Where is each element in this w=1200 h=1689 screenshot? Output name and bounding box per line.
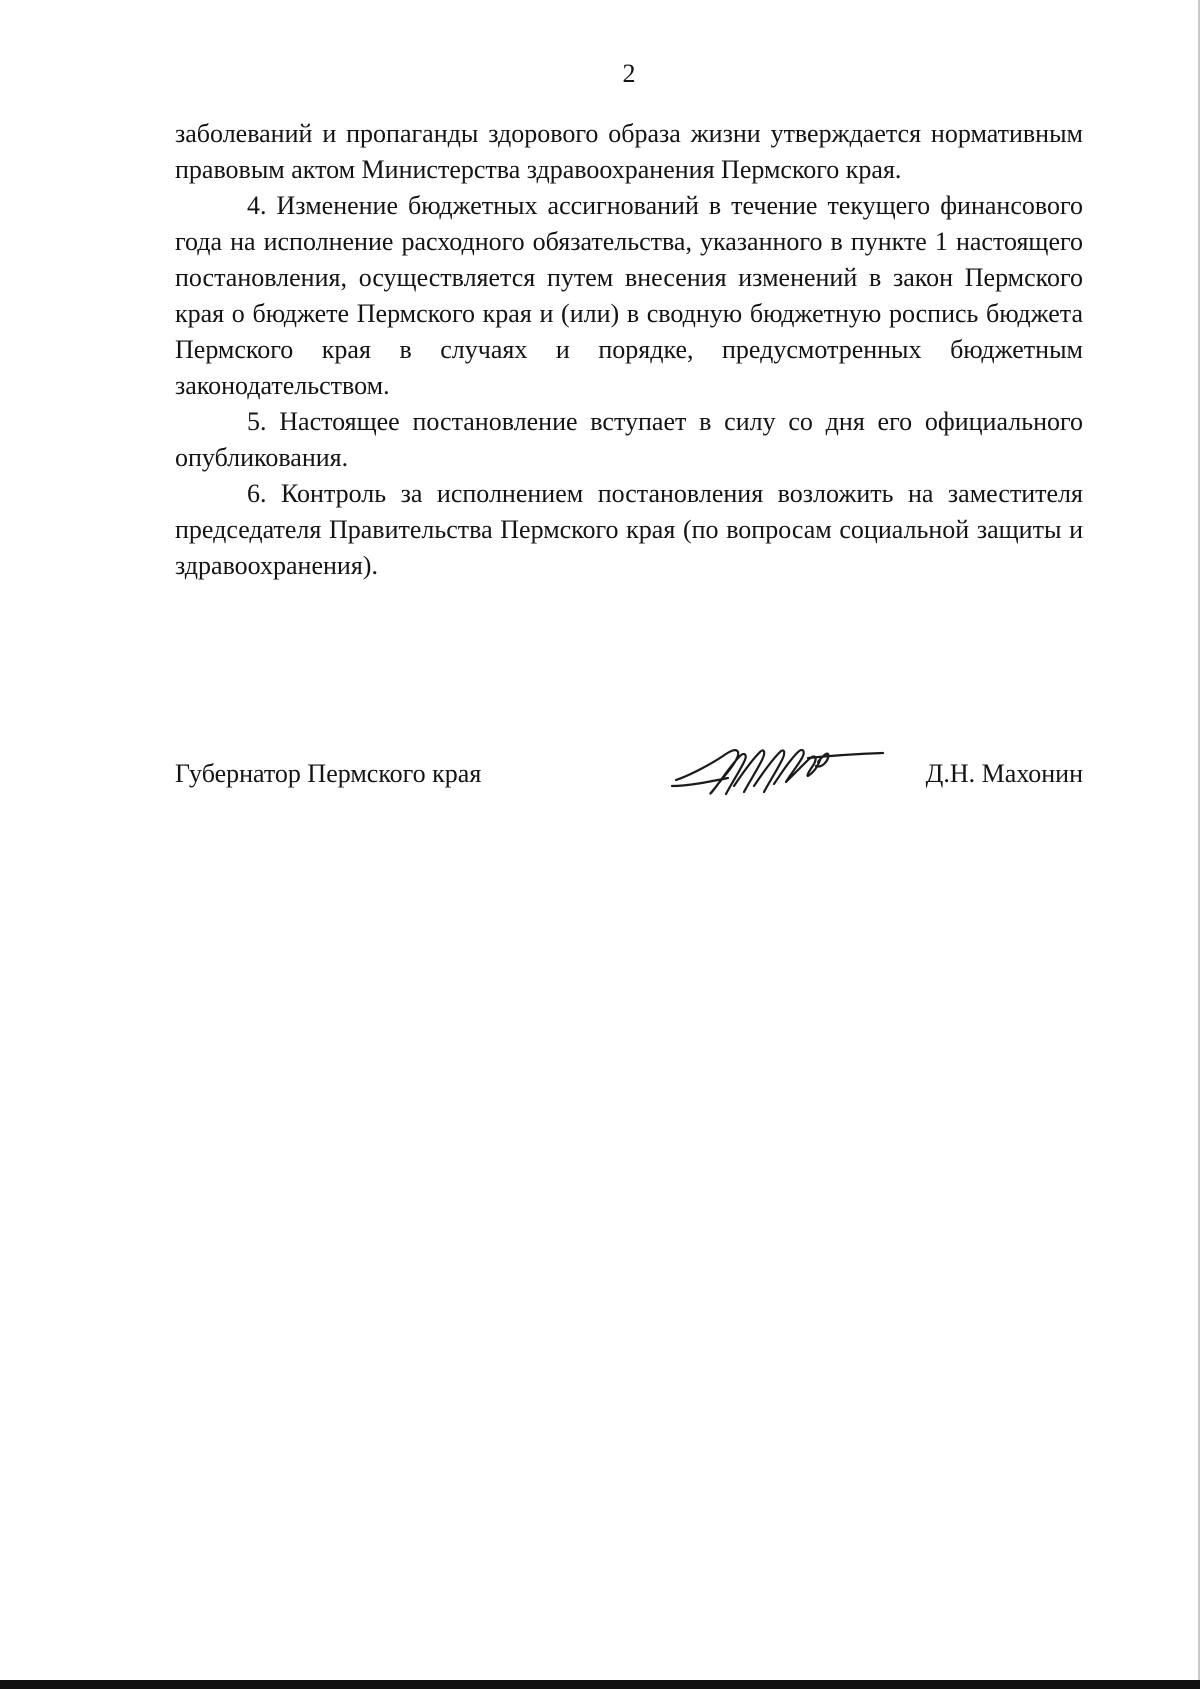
paragraph-item-6: 6. Контроль за исполнением постановления возложить на заместителя председателя Правительства Пермского края (по вопросам социальной защиты и здравоохранения). [175, 479, 1083, 580]
paragraph-continuation: заболеваний и пропаганды здорового образа жизни утверждается нормативным правовым актом Министерства здравоохранения Пермского края. [175, 119, 1083, 184]
page-number: 2 [622, 59, 636, 88]
paragraph-item-4: 4. Изменение бюджетных ассигнований в течение текущего финансового года на исполнение расходного обязательства, указанного в пункте 1 настоящего постановления, осуществляется путем внесения изменений в закон Пермского края о бюджете Пермского края и (или) в сводную бюджетную роспись бюджета Пермского края в случаях и порядке, предусмотренных бюджетным законодательством. [175, 191, 1083, 400]
signature-block [175, 756, 1083, 796]
scan-bottom-border [0, 1680, 1200, 1689]
signer-name: Д.Н. Махонин [925, 759, 1083, 788]
document-body [175, 116, 1083, 584]
signer-title: Губернатор Пермского края [175, 759, 482, 788]
handwritten-signature [668, 736, 888, 806]
paragraph-item-5: 5. Настоящее постановление вступает в силу со дня его официального опубликования. [175, 407, 1083, 472]
